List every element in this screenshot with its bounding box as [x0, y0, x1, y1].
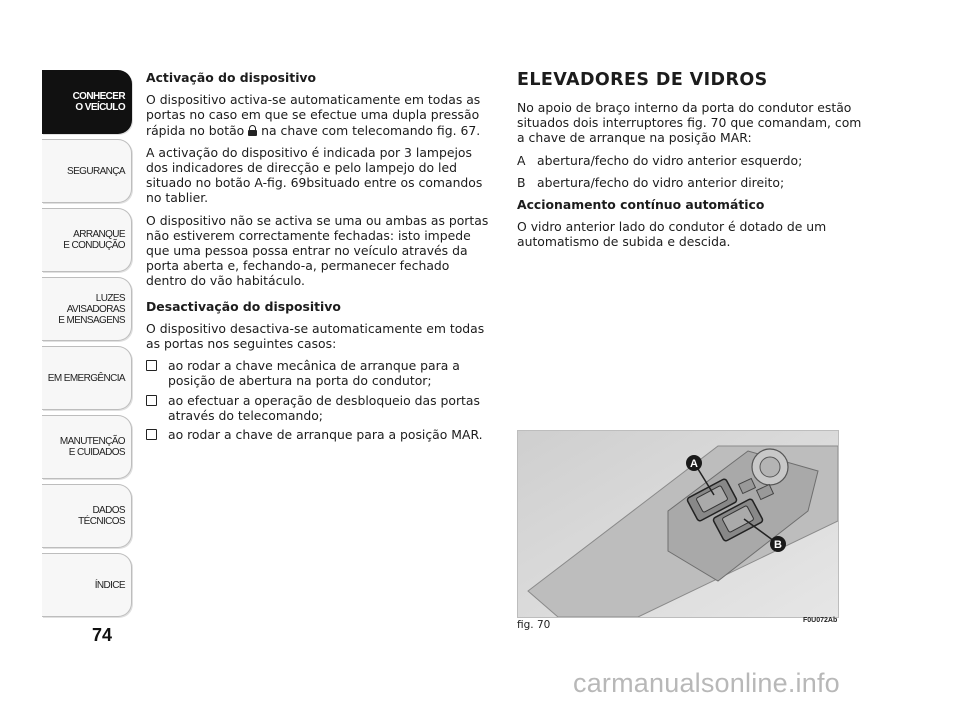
label-b: B — [774, 539, 782, 551]
figure-window-switches — [517, 430, 839, 618]
activation-text-a: O dispositivo activa-se automaticamente em todas as portas no caso em que se efectue uma dupla pressão rápida no botão — [146, 92, 481, 138]
list-item: ao rodar a chave mecânica de arranque para a posição de abertura na porta do condutor; — [146, 358, 492, 388]
tab-seguranca[interactable] — [42, 139, 132, 203]
list-item-b: B abertura/fecho do vidro anterior direito; — [517, 174, 785, 190]
tab-luzes-avisadoras[interactable] — [42, 277, 132, 341]
tab-label: DADOS TÉCNICOS — [78, 505, 125, 527]
tab-label: LUZES AVISADORAS E MENSAGENS — [58, 292, 125, 326]
section-sidebar — [42, 70, 132, 622]
auto-heading: Accionamento contínuo automático — [517, 197, 765, 213]
window-switch-illustration — [518, 431, 838, 617]
page-number: 74 — [92, 625, 113, 645]
tab-label: ARRANQUE E CONDUÇÃO — [63, 229, 125, 251]
tab-conhecer-o-veiculo[interactable] — [42, 70, 132, 134]
checkbox-bullet-icon — [146, 395, 157, 406]
left-column — [146, 70, 492, 446]
intro-paragraph: No apoio de braço interno da porta do condutor estão situados dois interruptores fig. 70 que comandam, com a chave de arranque na posição MAR: — [517, 100, 862, 146]
tab-label: EM EMERGÊNCIA — [47, 372, 125, 384]
tab-label: MANUTENÇÃO E CUIDADOS — [59, 436, 125, 458]
tab-em-emergencia[interactable] — [42, 346, 132, 410]
tab-arranque-conducao[interactable] — [42, 208, 132, 272]
list-item: ao efectuar a operação de desbloqueio das portas através do telecomando; — [146, 393, 492, 423]
deactivation-heading: Desactivação do dispositivo — [146, 298, 341, 314]
deactivation-list — [146, 358, 492, 442]
activation-paragraph-1 — [146, 92, 492, 138]
tab-label: SEGURANÇA — [67, 165, 125, 177]
deactivation-paragraph: O dispositivo desactiva-se automaticamente em todas as portas nos seguintes casos: — [146, 320, 485, 352]
figure-caption: fig. 70 — [517, 619, 551, 631]
right-column — [517, 70, 862, 257]
figure-code: F0U072Ab — [803, 617, 838, 624]
tab-dados-tecnicos[interactable] — [42, 484, 132, 548]
tab-label: CONHECER O VEÍCULO — [72, 91, 125, 113]
list-item-a: A abertura/fecho do vidro anterior esquerdo; — [517, 152, 803, 168]
lock-icon — [248, 125, 257, 136]
tab-indice[interactable] — [42, 553, 132, 617]
tab-manutencao[interactable] — [42, 415, 132, 479]
checkbox-bullet-icon — [146, 429, 157, 440]
activation-text-b: na chave com telecomando fig. 67. — [261, 122, 481, 138]
activation-paragraph-2: A activação do dispositivo é indicada por 3 lampejos dos indicadores de direcção e pelo lampejo do led situado no botão A-fig. 69bsituado entre os comandos no tablier. — [146, 144, 483, 206]
auto-paragraph: O vidro anterior lado do condutor é dotado de um automatismo de subida e descida. — [517, 219, 827, 250]
label-a: A — [690, 458, 698, 470]
activation-paragraph-3: O dispositivo não se activa se uma ou ambas as portas não estiverem correctamente fechadas: isto impede que uma pessoa possa entrar no veículo através da porta aberta e, fechando-a, permanecer fechado dentro do vão habitáculo. — [146, 212, 489, 289]
activation-heading: Activação do dispositivo — [146, 70, 317, 85]
section-title: ELEVADORES DE VIDROS — [517, 70, 768, 90]
checkbox-bullet-icon — [146, 360, 157, 371]
watermark: carmanualsonline.info — [573, 668, 840, 698]
list-item: ao rodar a chave de arranque para a posição MAR. — [146, 427, 492, 442]
tab-label: ÍNDICE — [94, 579, 125, 591]
